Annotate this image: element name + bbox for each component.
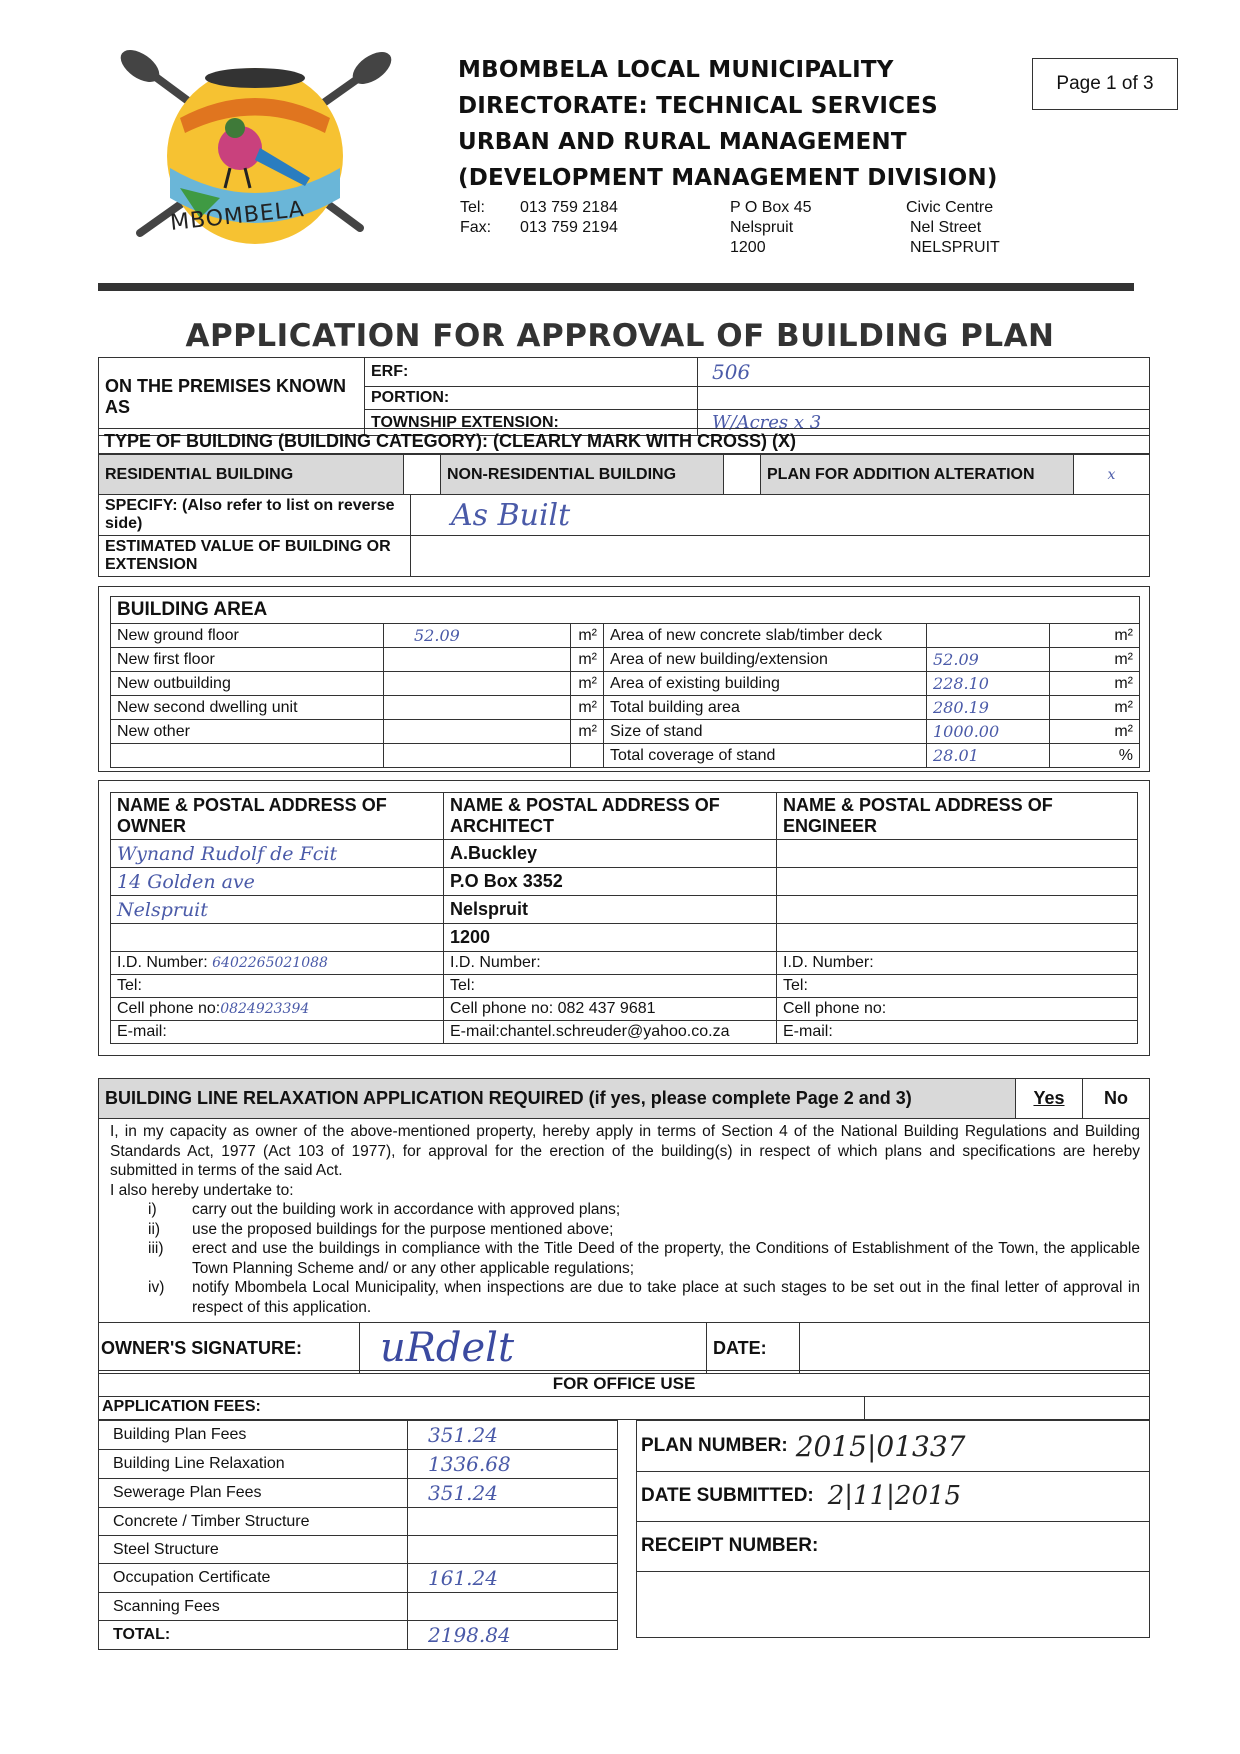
township-label: TOWNSHIP EXTENSION: [365, 410, 698, 436]
township-value[interactable]: W/Acres x 3 [698, 410, 1150, 436]
owner-cell-value: 0824923394 [220, 1001, 310, 1017]
owner-cell[interactable] [111, 998, 444, 1021]
erf-label: ERF: [365, 358, 698, 387]
percent: % [1050, 744, 1140, 768]
area-label: Area of new concrete slab/timber deck [604, 624, 927, 648]
org-line: URBAN AND RURAL MANAGEMENT [458, 129, 907, 155]
architect-id[interactable]: I.D. Number: [444, 952, 777, 975]
area-value[interactable]: 228.10 [927, 672, 1050, 696]
area-value[interactable] [384, 648, 571, 672]
civic-line: Nel Street [910, 219, 982, 236]
area-value[interactable]: 28.01 [927, 744, 1050, 768]
signature-label: OWNER'S SIGNATURE: [99, 1323, 360, 1374]
area-value[interactable]: 1000.00 [927, 720, 1050, 744]
area-value[interactable]: 52.09 [927, 648, 1050, 672]
area-blank [571, 744, 604, 768]
id-label: I.D. Number: [117, 954, 208, 971]
area-label: Total building area [604, 696, 927, 720]
premises-label: ON THE PREMISES KNOWN AS [99, 358, 365, 436]
architect-email[interactable]: E-mail:chantel.schreuder@yahoo.co.za [444, 1021, 777, 1044]
unit: m² [571, 672, 604, 696]
fee-label: Steel Structure [99, 1536, 408, 1564]
po-line: 1200 [730, 239, 766, 256]
portion-label: PORTION: [365, 387, 698, 410]
unit: m² [1050, 648, 1140, 672]
civic-line: Civic Centre [906, 199, 994, 216]
area-value[interactable]: 280.19 [927, 696, 1050, 720]
item-num: i) [148, 1201, 157, 1218]
fee-label: Building Line Relaxation [99, 1450, 408, 1479]
fee-label: Building Plan Fees [99, 1421, 408, 1450]
item-text: use the proposed buildings for the purpose mentioned above; [192, 1220, 614, 1238]
area-label: New outbuilding [111, 672, 384, 696]
architect-tel[interactable]: Tel: [444, 975, 777, 998]
engineer-cell[interactable]: Cell phone no: [777, 998, 1138, 1021]
fee-value[interactable]: 351.24 [408, 1421, 618, 1450]
owner-email[interactable]: E-mail: [111, 1021, 444, 1044]
org-line: DIRECTORATE: TECHNICAL SERVICES [458, 93, 938, 119]
item-text: erect and use the buildings in compliance with the Title Deed of the property, the Conditions of Establishment of the Town, the applicable Town Planning Scheme and/ or any other applicable regulations; [192, 1240, 1140, 1277]
item-num: iii) [148, 1240, 164, 1257]
fees-heading-frame [98, 1396, 1150, 1420]
category-residential: RESIDENTIAL BUILDING [99, 455, 404, 495]
fee-value[interactable] [408, 1593, 618, 1621]
office-right-panel [636, 1420, 1150, 1638]
fee-label: Concrete / Timber Structure [99, 1508, 408, 1536]
receipt-label: RECEIPT NUMBER: [641, 1535, 819, 1556]
building-area-heading: BUILDING AREA [111, 597, 1140, 624]
date-submitted-row [637, 1471, 1149, 1522]
item-num: ii) [148, 1220, 161, 1238]
po-line: Nelspruit [730, 219, 794, 236]
erf-value[interactable]: 506 [698, 358, 1150, 387]
unit: m² [1050, 720, 1140, 744]
area-label: Area of new building/extension [604, 648, 927, 672]
date-submitted-label: DATE SUBMITTED: [641, 1485, 814, 1506]
receipt-row [637, 1521, 1149, 1572]
fees-heading-divider [864, 1396, 865, 1420]
area-label: New second dwelling unit [111, 696, 384, 720]
engineer-line[interactable] [777, 896, 1138, 924]
engineer-line[interactable] [777, 868, 1138, 896]
org-header [458, 52, 998, 196]
total-label: TOTAL: [99, 1621, 408, 1650]
engineer-heading: NAME & POSTAL ADDRESS OF ENGINEER [777, 793, 1138, 840]
fee-value[interactable]: 351.24 [408, 1479, 618, 1508]
unit: m² [1050, 672, 1140, 696]
engineer-email[interactable]: E-mail: [777, 1021, 1138, 1044]
residential-checkbox[interactable] [404, 455, 441, 495]
specify-label: SPECIFY: (Also refer to list on reverse side) [99, 495, 411, 536]
date-label: DATE: [707, 1323, 800, 1374]
architect-line[interactable]: Nelspruit [444, 896, 777, 924]
logo-text: MBOMBELA [169, 197, 306, 236]
fee-label: Occupation Certificate [99, 1564, 408, 1593]
declaration-intro: I, in my capacity as owner of the above-mentioned property, hereby apply in terms of Section 4 of the National Building Regulations and Building Standards Act, 1977 (Act 103 of 1977), for approval for the erection of the building(s) in respect of which plans and specifications are hereby submitted in terms of the said Act. [110, 1123, 1140, 1179]
premises-table [98, 357, 1150, 436]
owner-line[interactable] [111, 924, 444, 952]
engineer-line[interactable] [777, 840, 1138, 868]
building-area-table [110, 596, 1140, 768]
area-label: Total coverage of stand [604, 744, 927, 768]
declaration-frame [98, 1118, 1150, 1322]
owner-id[interactable] [111, 952, 444, 975]
area-label: Area of existing building [604, 672, 927, 696]
area-value[interactable] [384, 672, 571, 696]
category-non-residential: NON-RESIDENTIAL BUILDING [441, 455, 724, 495]
declaration-undertake: I also hereby undertake to: [110, 1181, 294, 1199]
relaxation-table [98, 1078, 1150, 1119]
architect-line[interactable]: 1200 [444, 924, 777, 952]
engineer-line[interactable] [777, 924, 1138, 952]
area-value[interactable] [384, 720, 571, 744]
owner-tel[interactable]: Tel: [111, 975, 444, 998]
area-value[interactable] [927, 624, 1050, 648]
engineer-tel[interactable]: Tel: [777, 975, 1138, 998]
tel-label: Tel: [460, 199, 485, 216]
area-blank [111, 744, 384, 768]
specify-value[interactable]: As Built [411, 495, 1150, 536]
fax-label: Fax: [460, 219, 492, 236]
office-heading-table [98, 1370, 1150, 1397]
area-label: Size of stand [604, 720, 927, 744]
org-line: MBOMBELA LOCAL MUNICIPALITY [458, 57, 894, 83]
date-submitted-value[interactable]: 2|11|2015 [827, 1481, 962, 1511]
unit: m² [1050, 624, 1140, 648]
architect-cell[interactable]: Cell phone no: 082 437 9681 [444, 998, 777, 1021]
architect-line[interactable]: A.Buckley [444, 840, 777, 868]
area-blank [384, 744, 571, 768]
civic-line: NELSPRUIT [910, 239, 1000, 256]
org-line: (DEVELOPMENT MANAGEMENT DIVISION) [458, 165, 998, 191]
area-value[interactable] [384, 696, 571, 720]
type-heading: TYPE OF BUILDING (BUILDING CATEGORY): (CLEARLY MARK WITH CROSS) (X) [104, 431, 796, 451]
unit: m² [1050, 696, 1140, 720]
plan-number-row [637, 1421, 1149, 1472]
architect-heading: NAME & POSTAL ADDRESS OF ARCHITECT [444, 793, 777, 840]
unit: m² [571, 648, 604, 672]
fees-table [98, 1420, 618, 1650]
fee-label: Sewerage Plan Fees [99, 1479, 408, 1508]
owner-line[interactable]: 14 Golden ave [111, 868, 444, 896]
portion-value[interactable] [698, 387, 1150, 410]
addresses-table [110, 792, 1138, 1044]
estimated-value[interactable] [411, 536, 1150, 577]
signature-field[interactable]: uRdelt [360, 1323, 707, 1374]
non-residential-checkbox[interactable] [724, 455, 761, 495]
fax-number: 013 759 2194 [520, 219, 618, 236]
page-number-box [1032, 58, 1178, 110]
unit: m² [571, 720, 604, 744]
total-value[interactable]: 2198.84 [408, 1621, 618, 1650]
category-table [98, 454, 1150, 495]
signature-table [98, 1322, 1150, 1374]
page-number: Page 1 of 3 [1056, 73, 1154, 94]
cell-label: Cell phone no: [117, 1000, 221, 1017]
unit: m² [571, 624, 604, 648]
owner-line[interactable]: Nelspruit [111, 896, 444, 924]
fee-value[interactable]: 161.24 [408, 1564, 618, 1593]
item-text: carry out the building work in accordance with approved plans; [192, 1201, 621, 1218]
engineer-id[interactable]: I.D. Number: [777, 952, 1138, 975]
fee-label: Scanning Fees [99, 1593, 408, 1621]
addition-checkbox[interactable]: x [1074, 455, 1150, 495]
unit: m² [571, 696, 604, 720]
municipality-logo [110, 48, 400, 258]
item-text: notify Mbombela Local Municipality, when inspections are due to take place at such stages to be set out in the final letter of approval in respect of this application. [192, 1279, 1140, 1316]
owner-heading: NAME & POSTAL ADDRESS OF OWNER [111, 793, 444, 840]
fee-value[interactable] [408, 1508, 618, 1536]
owner-line[interactable]: Wynand Rudolf de Fcit [111, 840, 444, 868]
relaxation-yes[interactable]: Yes [1016, 1079, 1083, 1119]
fees-heading: APPLICATION FEES: [102, 1398, 261, 1415]
area-label: New other [111, 720, 384, 744]
fee-value[interactable] [408, 1536, 618, 1564]
relaxation-question: BUILDING LINE RELAXATION APPLICATION REQUIRED (if yes, please complete Page 2 and 3) [99, 1079, 1016, 1119]
fee-value[interactable]: 1336.68 [408, 1450, 618, 1479]
plan-number-value[interactable]: 2015|01337 [795, 1429, 966, 1463]
date-field[interactable] [800, 1323, 1150, 1374]
form-title: APPLICATION FOR APPROVAL OF BUILDING PLAN [185, 318, 1055, 354]
owner-id-value: 6402265021088 [212, 955, 328, 971]
estimated-label: ESTIMATED VALUE OF BUILDING OR EXTENSION [99, 536, 411, 577]
item-num: iv) [148, 1279, 165, 1296]
area-value[interactable]: 52.09 [384, 624, 571, 648]
office-heading: FOR OFFICE USE [99, 1371, 1150, 1397]
header-divider [98, 283, 1134, 291]
type-heading-frame [98, 428, 1150, 454]
category-addition: PLAN FOR ADDITION ALTERATION [761, 455, 1074, 495]
architect-line[interactable]: P.O Box 3352 [444, 868, 777, 896]
po-line: P O Box 45 [730, 199, 812, 216]
plan-number-label: PLAN NUMBER: [641, 1435, 788, 1456]
specify-table [98, 494, 1150, 577]
tel-number: 013 759 2184 [520, 199, 618, 216]
area-label: New ground floor [111, 624, 384, 648]
area-label: New first floor [111, 648, 384, 672]
relaxation-no[interactable]: No [1083, 1079, 1150, 1119]
